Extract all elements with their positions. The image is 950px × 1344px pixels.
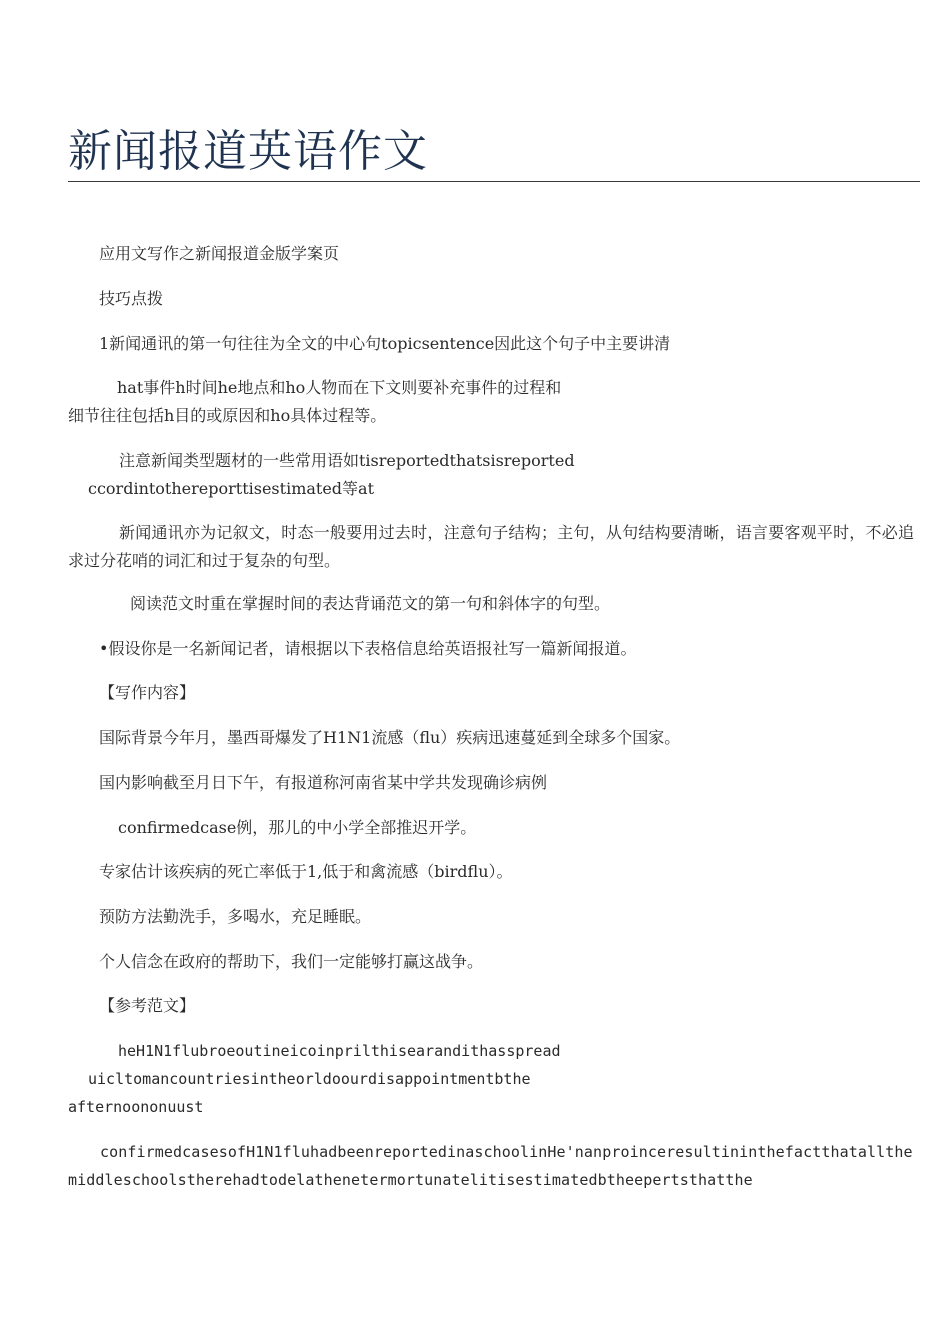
paragraph-tip-1: 1新闻通讯的第一句往往为全文的中心句topicsentence因此这个句子中主要讲清 — [99, 334, 671, 353]
paragraph-line: hat事件h时间he地点和ho人物而在下文则要补充事件的过程和 — [117, 378, 562, 397]
title-divider — [68, 181, 920, 182]
paragraph-domestic-impact-cont: confirmedcase例，那儿的中小学全部推迟开学。 — [118, 818, 477, 837]
sample-essay-paragraph-2: confirmedcasesofH1N1fluhadbeenreportedinaschoolinHe'nanproinceresultininthefactthatallthemiddleschoolstherehadtodelathenetermortunatelitisestimatedbtheepertsthatthe — [68, 1143, 913, 1189]
paragraph-line: heH1N1flubroeoutineicoinprilthisearandithasspread — [118, 1042, 561, 1060]
paragraph-background: 国际背景今年月，墨西哥爆发了H1N1流感（flu）疾病迅速蔓延到全球多个国家。 — [99, 728, 681, 747]
paragraph-tip-3: 新闻通讯亦为记叙文，时态一般要用过去时，注意句子结构；主句，从句结构要清晰，语言要客观平时，不必追求过分花哨的词汇和过于复杂的句型。 — [68, 523, 914, 570]
paragraph-line: uicltomancountriesintheorldoourdisappointmentbthe — [88, 1070, 531, 1088]
sample-essay-paragraph-1 — [68, 1037, 561, 1121]
paragraph-line: afternoononuust — [68, 1098, 204, 1116]
paragraph-tip-1-cont — [68, 374, 561, 430]
paragraph-task: •假设你是一名新闻记者，请根据以下表格信息给英语报社写一篇新闻报道。 — [99, 639, 637, 658]
paragraph-expert-estimate: 专家估计该疾病的死亡率低于1,低于和禽流感（birdflu）。 — [99, 862, 513, 881]
paragraph-tip-2 — [68, 447, 575, 503]
paragraph-tip-4: 阅读范文时重在掌握时间的表达背诵范文的第一句和斜体字的句型。 — [130, 594, 611, 613]
paragraph-belief: 个人信念在政府的帮助下，我们一定能够打赢这战争。 — [99, 952, 484, 971]
paragraph-line: ccordintothereporttisestimated等at — [88, 479, 375, 498]
paragraph-line: 注意新闻类型题材的一些常用语如tisreportedthatsisreported — [119, 451, 575, 470]
paragraph-subtitle: 应用文写作之新闻报道金版学案页 — [99, 244, 340, 263]
page-title: 新闻报道英语作文 — [68, 126, 428, 177]
paragraph-prevention: 预防方法勤洗手，多喝水，充足睡眠。 — [99, 907, 372, 926]
section-heading-sample-essay: 【参考范文】 — [99, 996, 196, 1015]
section-heading-writing-content: 【写作内容】 — [99, 683, 196, 702]
paragraph-line: 细节往往包括h目的或原因和ho具体过程等。 — [68, 406, 387, 425]
paragraph-domestic-impact: 国内影响截至月日下午，有报道称河南省某中学共发现确诊病例 — [99, 773, 548, 792]
paragraph-tips-heading: 技巧点拨 — [99, 289, 164, 308]
